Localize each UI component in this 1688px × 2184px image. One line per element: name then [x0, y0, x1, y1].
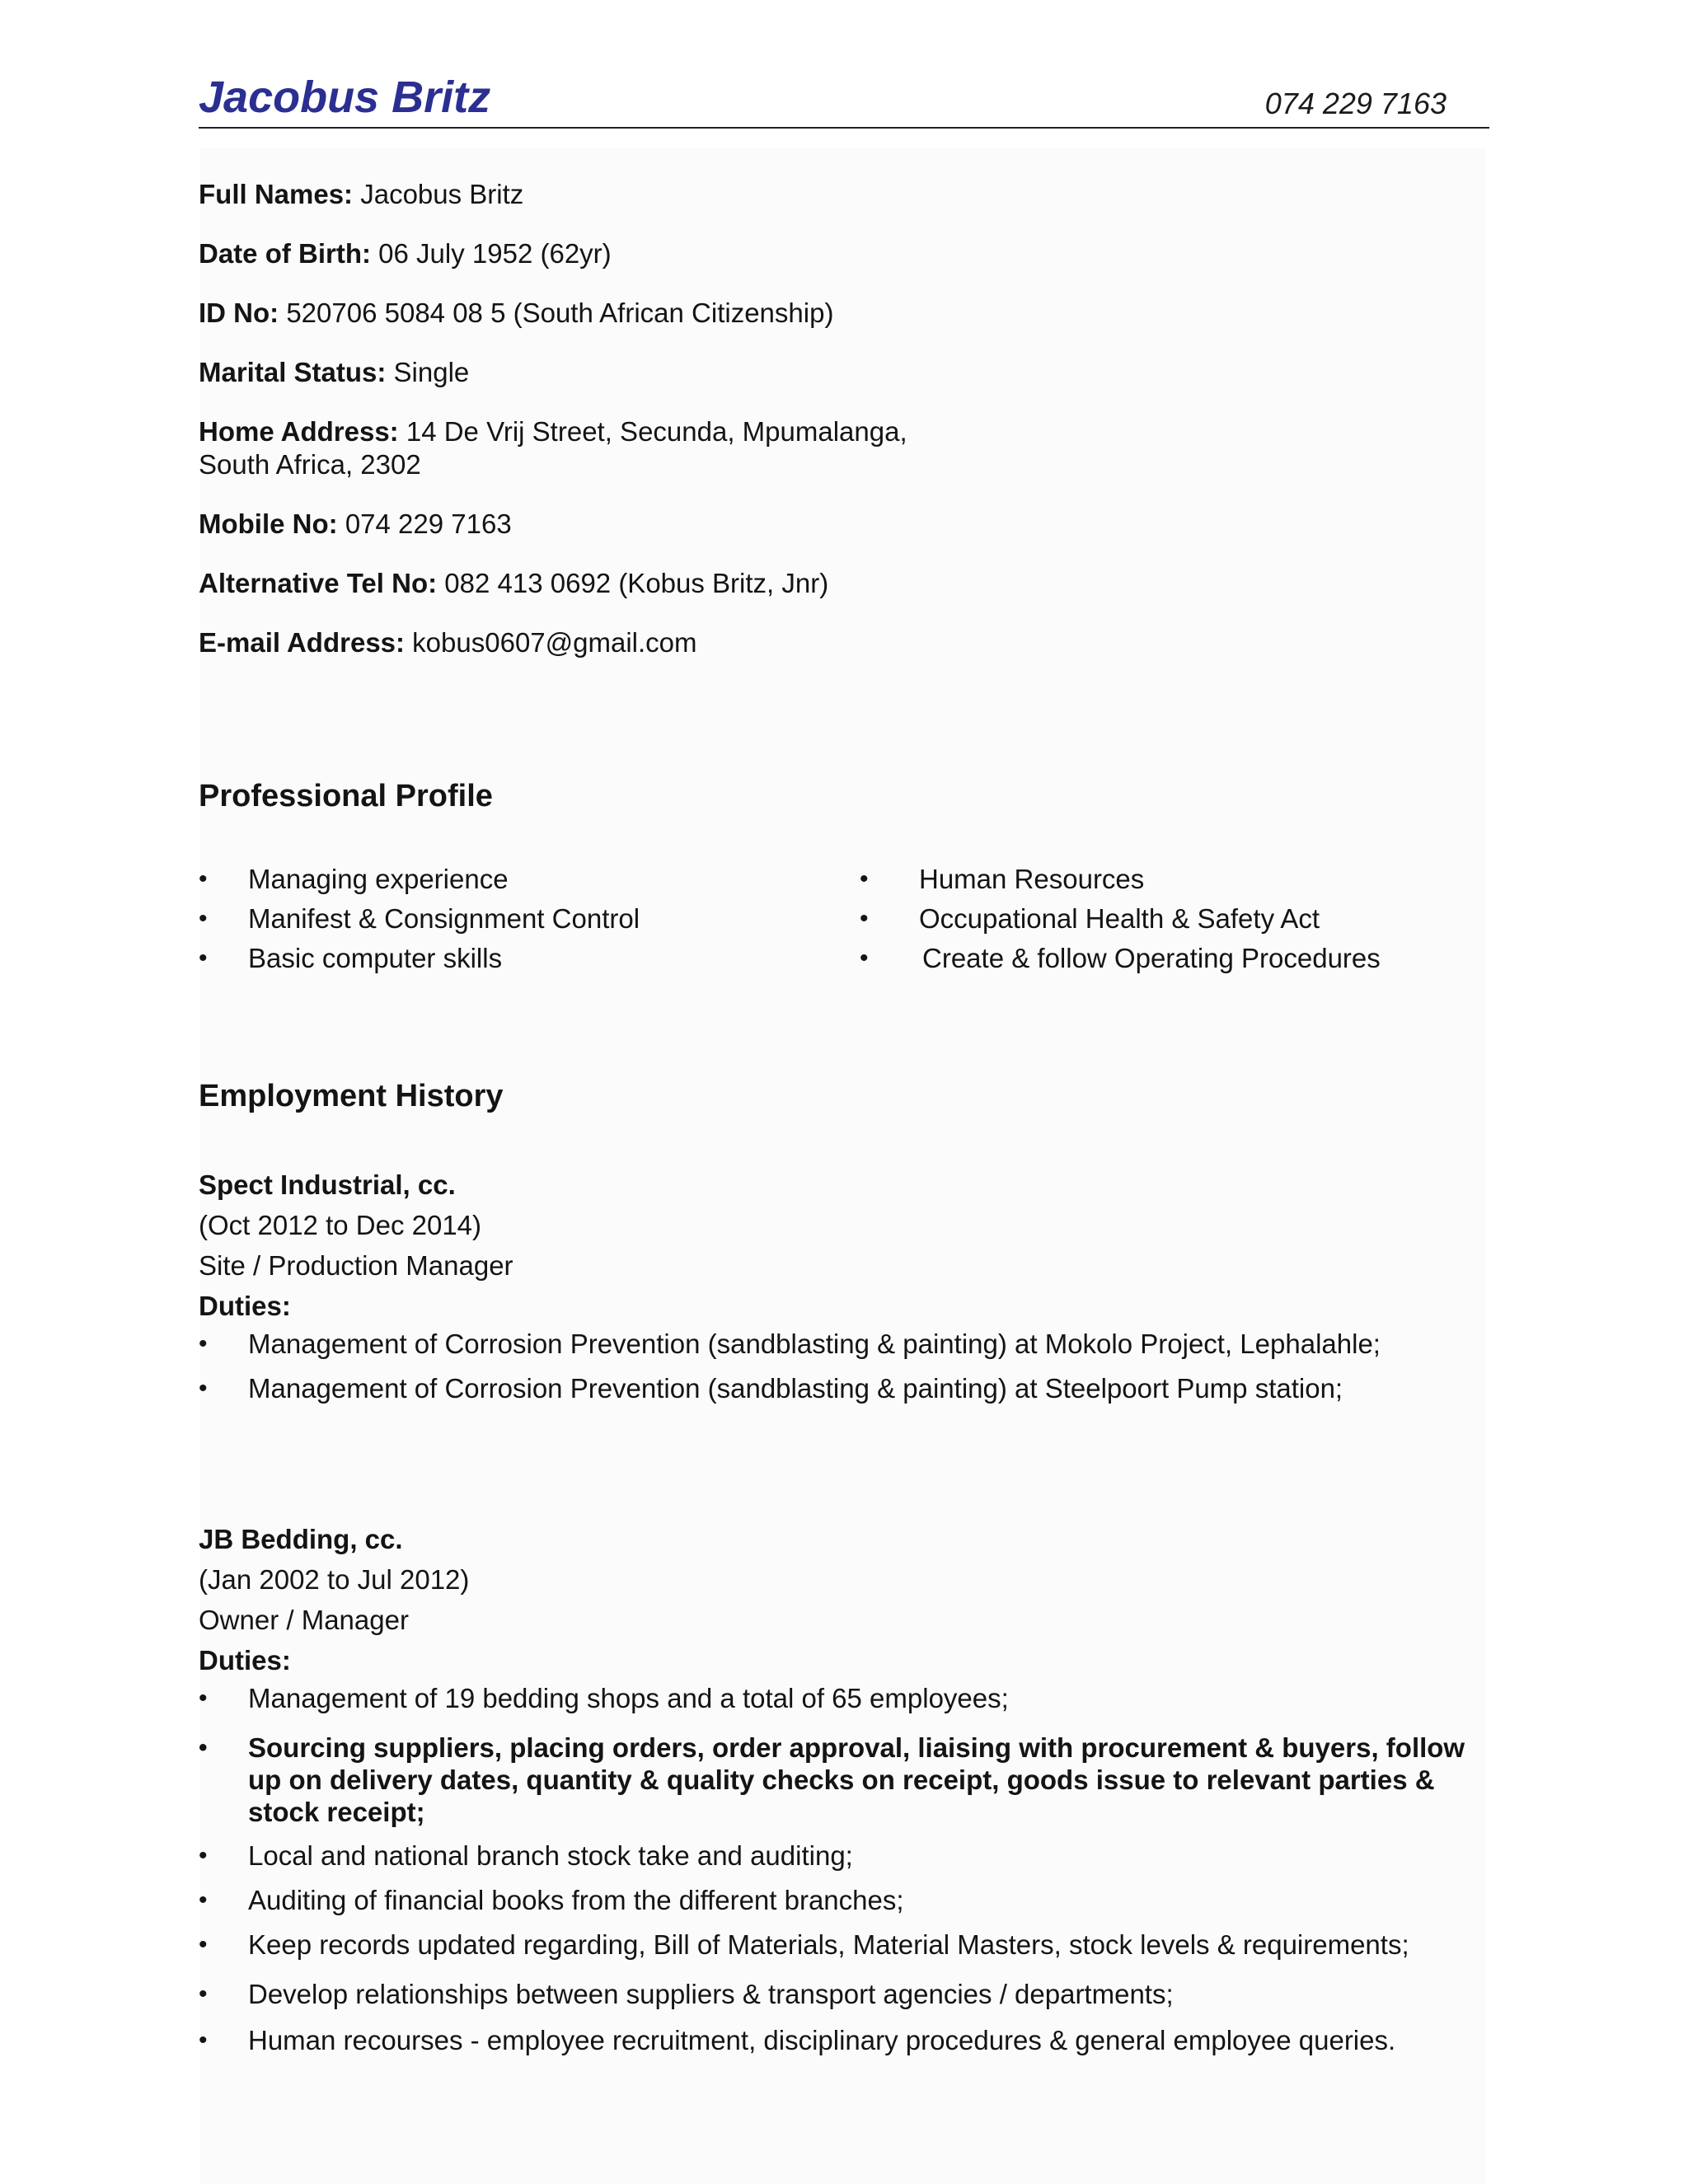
marital-status-value: Single — [386, 357, 470, 387]
alternative-tel-label: Alternative Tel No: — [199, 568, 438, 598]
skill-text: Managing experience — [248, 864, 509, 894]
duty-item — [199, 2024, 1641, 2057]
skill-text: Occupational Health & Safety Act — [919, 903, 1320, 934]
company-name: JB Bedding, cc. — [199, 1524, 403, 1554]
home-address-value-line2: South Africa, 2302 — [199, 449, 421, 480]
marital-status-label: Marital Status: — [199, 357, 387, 387]
home-address-label: Home Address: — [199, 416, 399, 447]
duty-item — [199, 1840, 1641, 1872]
home-address-value: 14 De Vrij Street, Secunda, Mpumalanga, — [398, 416, 907, 447]
email-address-value: kobus0607@gmail.com — [405, 627, 697, 658]
duty-item — [199, 1929, 1641, 1961]
duty-item — [199, 1884, 1641, 1917]
duty-text: Keep records updated regarding, Bill of Materials, Material Masters, stock levels & requirements; — [248, 1929, 1409, 1960]
duty-text: Local and national branch stock take and auditing; — [248, 1840, 853, 1871]
bullet-icon: • — [199, 1980, 208, 2008]
bullet-icon: • — [199, 1375, 208, 1402]
full-names-label: Full Names: — [199, 179, 354, 209]
job-entry-spect-industrial — [199, 1165, 1501, 1405]
bullet-icon: • — [199, 1685, 208, 1712]
bullet-icon: • — [199, 865, 208, 893]
full-names-row — [199, 178, 1435, 211]
skills-list — [199, 863, 1484, 987]
date-of-birth-value: 06 July 1952 (62yr) — [371, 238, 612, 269]
mobile-number-value: 074 229 7163 — [337, 509, 512, 539]
job-title: Owner / Manager — [199, 1605, 409, 1635]
employment-period: (Jan 2002 to Jul 2012) — [199, 1564, 470, 1595]
mobile-number-row — [199, 508, 1435, 541]
professional-profile-heading: Professional Profile — [199, 779, 493, 813]
duty-item — [199, 1978, 1641, 2011]
job-entry-jb-bedding — [199, 1519, 1501, 2057]
duty-text: Develop relationships between suppliers & transport agencies / departments; — [248, 1979, 1174, 2009]
bullet-icon: • — [199, 2027, 208, 2054]
email-address-label: E-mail Address: — [199, 627, 406, 658]
skill-text: Human Resources — [919, 864, 1145, 894]
bullet-icon: • — [199, 1734, 208, 1761]
date-of-birth-row — [199, 237, 1435, 270]
duties-label: Duties: — [199, 1645, 291, 1675]
duty-text: Sourcing suppliers, placing orders, order approval, liaising with procurement & buyers, follow up on delivery dates, quantity & quality checks on receipt, goods issue to relevant parties & stock receipt; — [248, 1732, 1465, 1827]
employment-history-heading: Employment History — [199, 1079, 504, 1113]
duty-item — [199, 1682, 1641, 1715]
duty-text: Auditing of financial books from the different branches; — [248, 1885, 904, 1915]
date-of-birth-label: Date of Birth: — [199, 238, 371, 269]
alternative-tel-value: 082 413 0692 (Kobus Britz, Jnr) — [437, 568, 829, 598]
bullet-icon: • — [860, 865, 869, 893]
home-address-row — [199, 415, 1435, 481]
mobile-number-label: Mobile No: — [199, 509, 338, 539]
duty-text: Human recourses - employee recruitment, disciplinary procedures & general employee queries. — [248, 2025, 1396, 2055]
full-names-value: Jacobus Britz — [353, 179, 524, 209]
duty-item — [199, 1732, 1501, 1828]
candidate-name: Jacobus Britz — [199, 73, 491, 122]
duty-text: Management of 19 bedding shops and a total of 65 employees; — [248, 1683, 1009, 1713]
duty-text: Management of Corrosion Prevention (sandblasting & painting) at Mokolo Project, Lephalahle; — [248, 1329, 1381, 1359]
bullet-icon: • — [199, 905, 208, 932]
duty-item — [199, 1328, 1641, 1361]
id-number-label: ID No: — [199, 298, 279, 328]
bullet-icon: • — [199, 944, 208, 972]
alternative-tel-row — [199, 567, 1435, 600]
bullet-icon: • — [860, 905, 869, 932]
skill-text: Basic computer skills — [248, 943, 503, 973]
bullet-icon: • — [199, 1931, 208, 1958]
resume-header — [199, 73, 1489, 129]
skill-text: Manifest & Consignment Control — [248, 903, 640, 934]
duty-text: Management of Corrosion Prevention (sandblasting & painting) at Steelpoort Pump station; — [248, 1373, 1343, 1404]
bullet-icon: • — [199, 1330, 208, 1357]
job-title: Site / Production Manager — [199, 1250, 513, 1281]
id-number-value: 520706 5084 08 5 (South African Citizenship) — [279, 298, 834, 328]
company-name: Spect Industrial, cc. — [199, 1169, 456, 1200]
email-address-row — [199, 626, 1435, 659]
bullet-icon: • — [199, 1886, 208, 1914]
skill-text: Create & follow Operating Procedures — [922, 943, 1381, 973]
header-phone: 074 229 7163 — [1264, 87, 1447, 120]
employment-period: (Oct 2012 to Dec 2014) — [199, 1210, 482, 1240]
marital-status-row — [199, 356, 1435, 389]
duty-item — [199, 1372, 1641, 1405]
id-number-row — [199, 297, 1435, 330]
bullet-icon: • — [860, 944, 869, 972]
duties-label: Duties: — [199, 1291, 291, 1321]
bullet-icon: • — [199, 1842, 208, 1869]
